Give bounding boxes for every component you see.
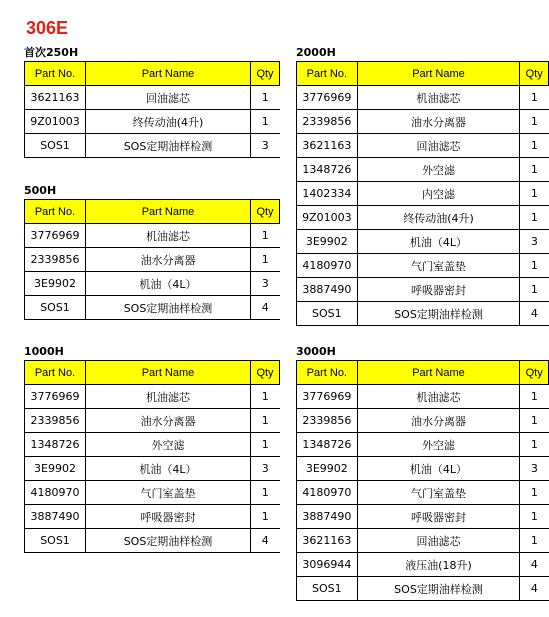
cell-qty: 1 — [520, 481, 549, 505]
header-qty: Qty — [520, 361, 549, 385]
cell-part-no: 3776969 — [297, 385, 358, 409]
cell-qty: 3 — [251, 272, 280, 296]
cell-qty: 3 — [520, 457, 549, 481]
table-block-3000h — [296, 344, 549, 601]
cell-part-no: 4180970 — [297, 481, 358, 505]
table-title: 2000H — [296, 46, 336, 59]
cell-part-no: 4180970 — [297, 254, 358, 278]
cell-qty: 1 — [520, 385, 549, 409]
cell-qty: 1 — [251, 505, 280, 529]
cell-part-name: 呼吸器密封 — [357, 278, 520, 302]
table-block-500h — [24, 183, 280, 320]
header-qty: Qty — [520, 62, 549, 86]
cell-part-no: 2339856 — [25, 409, 86, 433]
cell-part-name: 机油（4L） — [357, 230, 520, 254]
cell-part-name: 油水分离器 — [86, 409, 251, 433]
table-row — [297, 433, 549, 457]
cell-part-name: 终传动油(4升) — [86, 110, 251, 134]
cell-part-no: 3887490 — [25, 505, 86, 529]
header-part-name: Part Name — [357, 62, 520, 86]
table-row — [25, 110, 280, 134]
cell-qty: 1 — [520, 433, 549, 457]
table-row — [25, 529, 280, 553]
header-part-name: Part Name — [86, 62, 251, 86]
table-row — [25, 296, 280, 320]
header-qty: Qty — [251, 361, 280, 385]
parts-table — [296, 360, 549, 601]
cell-qty: 1 — [520, 529, 549, 553]
cell-qty: 4 — [251, 529, 280, 553]
table-row — [297, 529, 549, 553]
cell-part-name: 回油滤芯 — [86, 86, 251, 110]
table-row — [25, 409, 280, 433]
cell-part-name: SOS定期油样检测 — [86, 296, 251, 320]
header-qty: Qty — [251, 200, 280, 224]
table-row — [297, 134, 549, 158]
table-row — [25, 433, 280, 457]
table-row — [297, 206, 549, 230]
cell-part-name: 气门室盖垫 — [357, 481, 520, 505]
cell-part-no: 3621163 — [25, 86, 86, 110]
cell-part-no: 1348726 — [297, 433, 358, 457]
cell-qty: 3 — [251, 457, 280, 481]
cell-qty: 1 — [251, 224, 280, 248]
cell-part-no: 3621163 — [297, 529, 358, 553]
parts-table — [24, 360, 280, 553]
cell-part-name: 气门室盖垫 — [357, 254, 520, 278]
cell-part-name: 机油滤芯 — [86, 385, 251, 409]
cell-part-no: 3887490 — [297, 505, 358, 529]
table-row — [297, 86, 549, 110]
table-row — [25, 457, 280, 481]
cell-qty: 1 — [520, 86, 549, 110]
cell-qty: 1 — [251, 110, 280, 134]
cell-part-no: 3776969 — [297, 86, 358, 110]
table-row — [25, 248, 280, 272]
cell-qty: 1 — [520, 182, 549, 206]
cell-part-name: 机油（4L） — [86, 457, 251, 481]
cell-qty: 1 — [520, 110, 549, 134]
table-block-2000h — [296, 45, 549, 326]
cell-part-no: 3E9902 — [25, 457, 86, 481]
cell-part-name: SOS定期油样检测 — [86, 529, 251, 553]
header-part-name: Part Name — [86, 200, 251, 224]
cell-part-name: 油水分离器 — [86, 248, 251, 272]
cell-qty: 1 — [520, 134, 549, 158]
table-row — [297, 385, 549, 409]
header-part-no: Part No. — [297, 62, 358, 86]
table-row — [297, 230, 549, 254]
table-row — [25, 505, 280, 529]
cell-qty: 4 — [520, 553, 549, 577]
table-row — [297, 302, 549, 326]
cell-part-name: 油水分离器 — [357, 110, 520, 134]
cell-part-name: 气门室盖垫 — [86, 481, 251, 505]
header-part-no: Part No. — [25, 200, 86, 224]
cell-part-name: 回油滤芯 — [357, 529, 520, 553]
header-part-name: Part Name — [86, 361, 251, 385]
table-row — [25, 86, 280, 110]
cell-part-no: 1348726 — [297, 158, 358, 182]
table-title: 首次250H — [24, 46, 79, 59]
table-row — [297, 409, 549, 433]
cell-qty: 4 — [251, 296, 280, 320]
cell-part-name: 终传动油(4升) — [357, 206, 520, 230]
cell-part-no: SOS1 — [25, 134, 86, 158]
table-header-row — [297, 361, 549, 385]
cell-part-no: 3E9902 — [297, 457, 358, 481]
cell-part-name: 呼吸器密封 — [86, 505, 251, 529]
table-block-250h — [24, 45, 280, 158]
cell-qty: 1 — [251, 433, 280, 457]
cell-part-name: 外空滤 — [86, 433, 251, 457]
cell-qty: 1 — [520, 158, 549, 182]
header-qty: Qty — [251, 62, 280, 86]
table-header-row — [25, 361, 280, 385]
cell-part-no: 2339856 — [297, 110, 358, 134]
cell-part-name: 回油滤芯 — [357, 134, 520, 158]
page-title: 306E — [26, 18, 69, 38]
cell-part-name: SOS定期油样检测 — [86, 134, 251, 158]
table-row — [297, 254, 549, 278]
cell-part-no: SOS1 — [297, 302, 358, 326]
cell-part-name: SOS定期油样检测 — [357, 302, 520, 326]
cell-part-no: 1348726 — [25, 433, 86, 457]
cell-qty: 3 — [520, 230, 549, 254]
cell-qty: 1 — [251, 86, 280, 110]
cell-part-no: 9Z01003 — [297, 206, 358, 230]
cell-qty: 1 — [251, 481, 280, 505]
cell-part-name: 机油滤芯 — [357, 385, 520, 409]
cell-part-no: 1402334 — [297, 182, 358, 206]
table-row — [25, 481, 280, 505]
header-part-no: Part No. — [25, 62, 86, 86]
parts-table — [24, 61, 280, 158]
table-header-row — [25, 200, 280, 224]
table-row — [25, 224, 280, 248]
cell-part-name: 机油（4L） — [357, 457, 520, 481]
table-row — [297, 481, 549, 505]
cell-part-no: 9Z01003 — [25, 110, 86, 134]
cell-part-no: 3E9902 — [297, 230, 358, 254]
cell-qty: 4 — [520, 577, 549, 601]
parts-table — [24, 199, 280, 320]
cell-part-no: SOS1 — [25, 529, 86, 553]
table-row — [297, 553, 549, 577]
cell-qty: 3 — [251, 134, 280, 158]
cell-qty: 4 — [520, 302, 549, 326]
table-title: 500H — [24, 184, 57, 197]
table-row — [297, 278, 549, 302]
cell-qty: 1 — [520, 505, 549, 529]
table-row — [297, 577, 549, 601]
table-title: 1000H — [24, 345, 64, 358]
cell-qty: 1 — [520, 254, 549, 278]
cell-part-no: 4180970 — [25, 481, 86, 505]
table-header-row — [297, 62, 549, 86]
table-block-1000h — [24, 344, 280, 553]
cell-qty: 1 — [251, 409, 280, 433]
table-row — [297, 182, 549, 206]
cell-part-no: 3776969 — [25, 224, 86, 248]
header-part-no: Part No. — [25, 361, 86, 385]
table-title: 3000H — [296, 345, 336, 358]
cell-part-name: SOS定期油样检测 — [357, 577, 520, 601]
cell-part-no: 3E9902 — [25, 272, 86, 296]
cell-qty: 1 — [520, 409, 549, 433]
cell-part-no: 2339856 — [25, 248, 86, 272]
cell-part-name: 外空滤 — [357, 433, 520, 457]
table-row — [25, 134, 280, 158]
table-header-row — [25, 62, 280, 86]
table-row — [25, 385, 280, 409]
cell-qty: 1 — [251, 248, 280, 272]
header-part-no: Part No. — [297, 361, 358, 385]
cell-part-name: 机油（4L） — [86, 272, 251, 296]
table-row — [297, 158, 549, 182]
cell-qty: 1 — [251, 385, 280, 409]
cell-part-no: 3887490 — [297, 278, 358, 302]
cell-part-name: 油水分离器 — [357, 409, 520, 433]
cell-part-name: 外空滤 — [357, 158, 520, 182]
cell-part-no: SOS1 — [297, 577, 358, 601]
table-row — [297, 505, 549, 529]
cell-part-name: 内空滤 — [357, 182, 520, 206]
cell-qty: 1 — [520, 206, 549, 230]
table-row — [25, 272, 280, 296]
cell-part-no: 3621163 — [297, 134, 358, 158]
header-part-name: Part Name — [357, 361, 520, 385]
table-row — [297, 110, 549, 134]
cell-part-no: SOS1 — [25, 296, 86, 320]
cell-qty: 1 — [520, 278, 549, 302]
cell-part-name: 液压油(18升) — [357, 553, 520, 577]
cell-part-no: 3776969 — [25, 385, 86, 409]
table-row — [297, 457, 549, 481]
cell-part-name: 机油滤芯 — [86, 224, 251, 248]
cell-part-no: 3096944 — [297, 553, 358, 577]
cell-part-no: 2339856 — [297, 409, 358, 433]
parts-table — [296, 61, 549, 326]
cell-part-name: 机油滤芯 — [357, 86, 520, 110]
cell-part-name: 呼吸器密封 — [357, 505, 520, 529]
